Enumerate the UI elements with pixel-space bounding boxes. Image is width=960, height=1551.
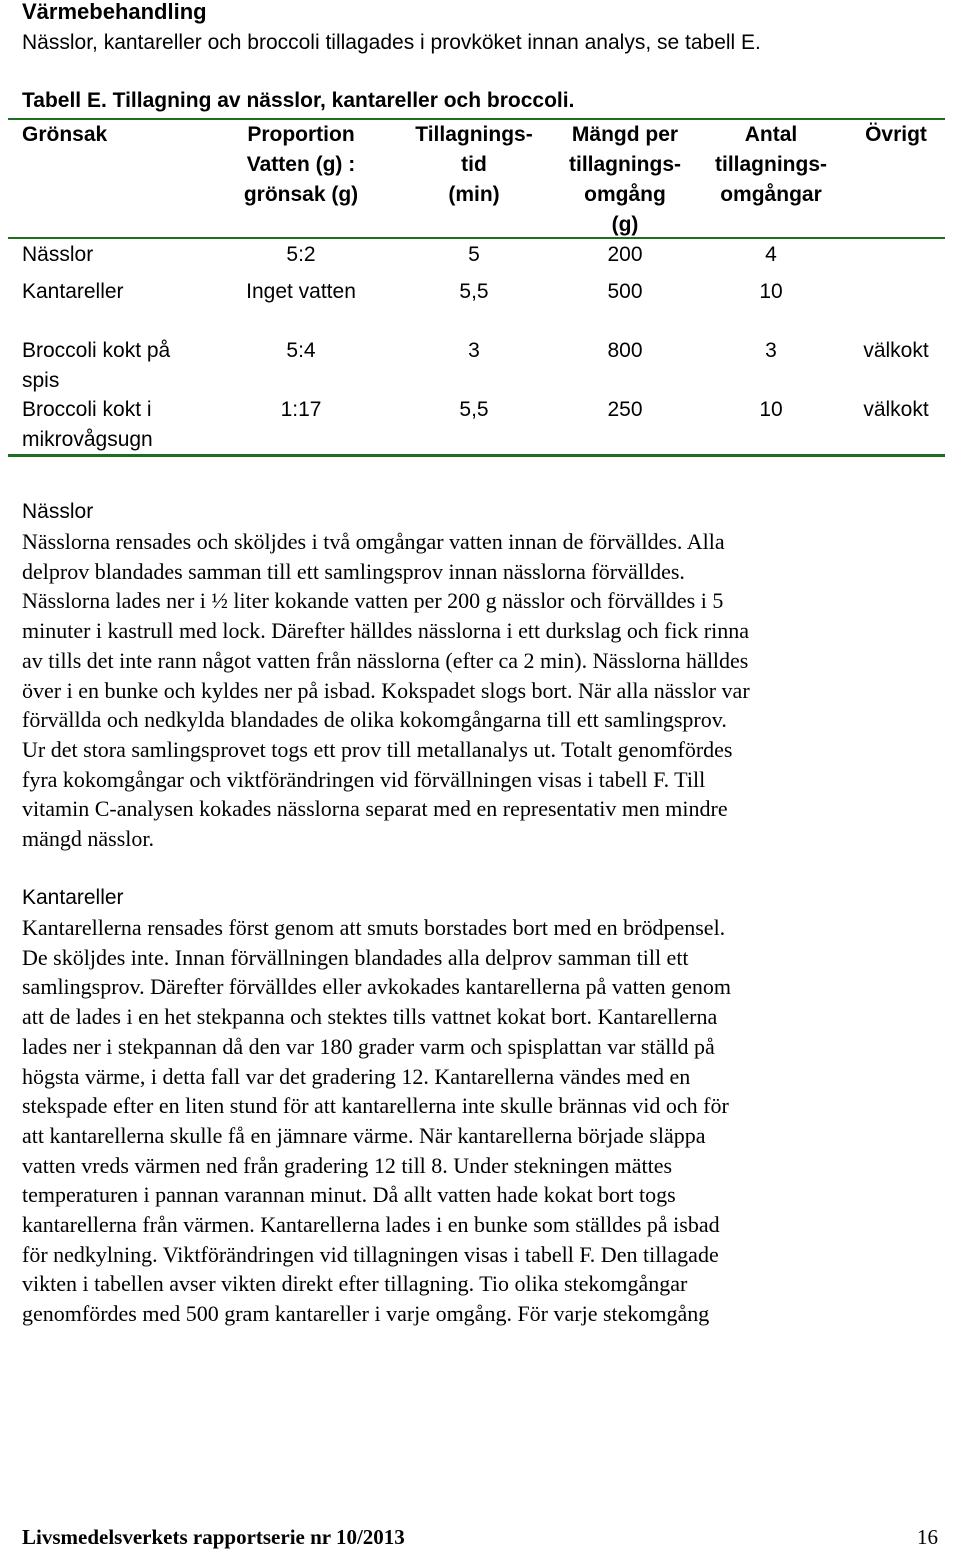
header-proportion: Proportion Vatten (g) : grönsak (g) [243,123,359,206]
header-tillagningstid: Tillagnings- tid (min) [415,123,533,206]
kantareller-heading: Kantareller [22,886,124,909]
table-row-1-vegetable: Nässlor [22,243,94,266]
footer-series: Livsmedelsverkets rapportserie nr 10/2013 [22,1525,405,1549]
intro-text: Nässlor, kantareller och broccoli tillagades i provköket innan analys, se tabell E. [22,31,761,54]
table-row-3-amount: 800 [607,339,643,362]
kantareller-paragraph: Kantarellerna rensades först genom att smuts borstades bort med en brödpensel. De sköljdes inte. Innan förvällningen blandades alla delprov samman till ett samlingsprov. Därefter förvälldes eller avkokades kantarellerna på vatten genom att de lades i en het stekpanna och stektes tills vattnet kokat bort. Kantarellerna lades ner i stekpannan då den var 180 grader varm och spisplattan var ställd på högsta värme, i detta fall var det gradering 12. Kantarellerna vändes med en stekspade efter en liten stund för att kantarellerna inte skulle brännas vid och för att kantarellerna skulle få en jämnare värme. När kantarellerna började släppa vatten vreds värmen ned från gradering 12 till 8. Under stekningen mättes temperaturen i pannan varannan minut. Då allt vatten hade kokat bort togs kantarellerna från värmen. Kantarellerna lades i en bunke som ställdes på isbad för nedkylning. Viktförändringen vid tillagningen visas i tabell F. Den tillagade vikten i tabellen avser vikten direkt efter tillagning. Tio olika stekomgångar genomfördes med 500 gram kantareller i varje omgång. För varje stekomgång [22,915,732,1327]
header-mangd: Mängd per tillagnings- omgång (g) [569,123,681,236]
table-row-2-proportion: Inget vatten [246,280,356,303]
table-row-2-count: 10 [759,280,783,303]
table-row-1-amount: 200 [607,243,643,266]
table-row-3-other: välkokt [863,339,929,362]
table-row-2-amount: 500 [607,280,643,303]
table-row-3-time: 3 [468,339,480,362]
table-row-3-vegetable: Broccoli kokt på spis [22,339,171,392]
table-row-1-proportion: 5:2 [286,243,316,266]
table-header-rule [8,237,945,239]
header-ovrigt: Övrigt [865,123,927,146]
table-row-1-time: 5 [468,243,480,266]
table-row-2-time: 5,5 [459,280,489,303]
table-row-4-count: 10 [759,398,783,421]
nasslor-paragraph: Nässlorna rensades och sköljdes i två omgångar vatten innan de förvälldes. Alla delprov blandades samman till ett samlingsprov innan nässlorna förvälldes. Nässlorna lades ner i ½ liter kokande vatten per 200 g nässlor och förvälldes i 5 minuter i kastrull med lock. Därefter hälldes nässlorna i ett durkslag och fick rinna av tills det inte rann något vatten från nässlorna (efter ca 2 min). Nässlorna hälldes över i en bunke och kyldes ner på isbad. Kokspadet slogs bort. När alla nässlor var förvällda och nedkylda blandades de olika kokomgångarna till ett samlingsprov. Ur det stora samlingsprovet togs ett prov till metallanalys ut. Totalt genomfördes fyra kokomgångar och viktförändringen vid förvällningen visas i tabell F. Till vitamin C-analysen kokades nässlorna separat med en representativ men mindre mängd nässlor. [22,529,750,852]
table-row-4-amount: 250 [607,398,643,421]
table-caption: Tabell E. Tillagning av nässlor, kantareller och broccoli. [22,89,575,112]
nasslor-heading: Nässlor [22,500,94,523]
header-gronsak: Grönsak [22,123,108,146]
table-bottom-rule [8,454,945,457]
table-row-3-proportion: 5:4 [286,339,316,362]
page-number: 16 [917,1525,938,1549]
table-row-4-time: 5,5 [459,398,489,421]
table-row-1-count: 4 [765,243,777,266]
table-row-3-count: 3 [765,339,777,362]
table-row-4-vegetable: Broccoli kokt i mikrovågsugn [22,398,153,451]
table-row-4-other: välkokt [863,398,929,421]
header-antal: Antal tillagnings- omgångar [715,123,827,206]
table-row-2-vegetable: Kantareller [22,280,124,303]
table-row-4-proportion: 1:17 [280,398,322,421]
section-title: Värmebehandling [22,0,207,24]
